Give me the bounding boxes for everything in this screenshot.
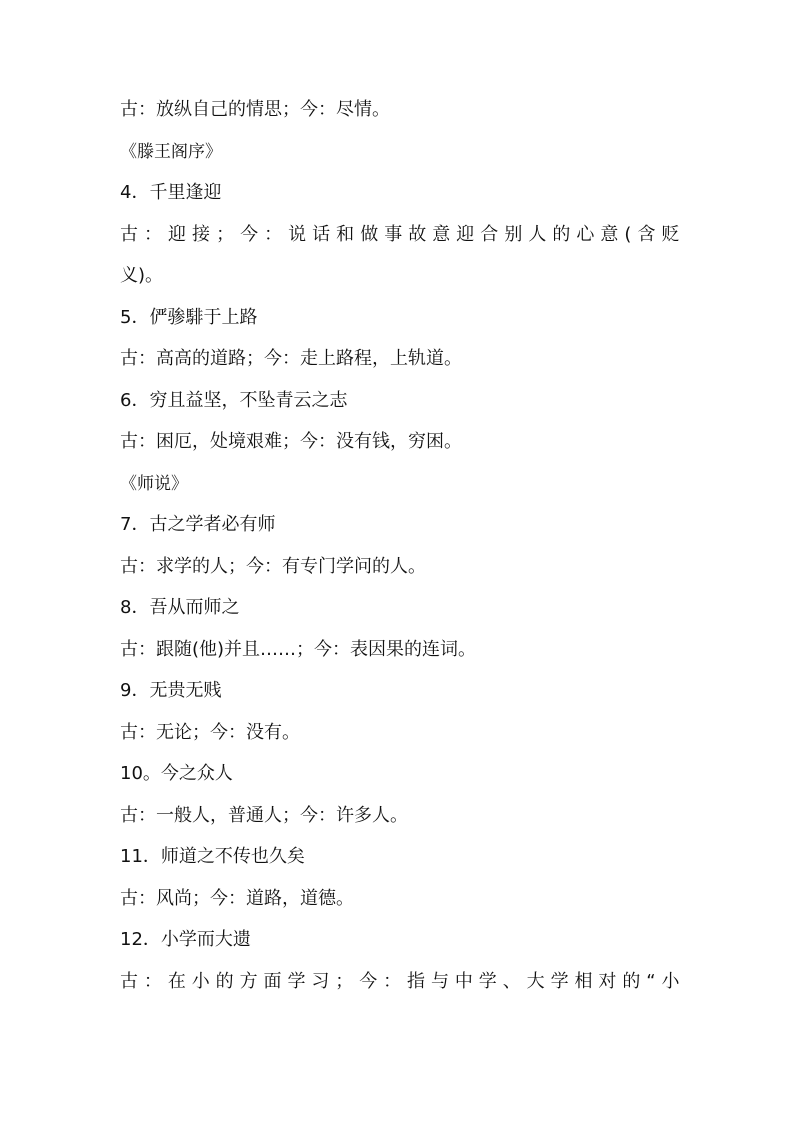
section-heading-tengwangge: 《滕王阁序》 (120, 141, 222, 162)
entry-line: 4．千里逢迎 (120, 182, 222, 203)
gloss-line: 古：一般人，普通人；今：许多人。 (120, 804, 408, 826)
entry-line: 7．古之学者必有师 (120, 514, 276, 535)
gloss-line: 古：高高的道路；今：走上路程，上轨道。 (120, 348, 462, 369)
entry-line: 8．吾从而师之 (120, 597, 240, 618)
gloss-line: 古：求学的人；今：有专门学问的人。 (120, 555, 426, 577)
gloss-line: 古：风尚；今：道路，道德。 (120, 887, 354, 909)
gloss-line-continuation: 义)。 (120, 265, 164, 286)
gloss-line: 古：迎接；今：说话和做事故意迎合别人的心意(含贬 (120, 223, 680, 245)
entry-line: 10。今之众人 (120, 763, 233, 784)
entry-line: 9．无贵无贱 (120, 680, 222, 701)
gloss-line: 古：跟随(他)并且……；今：表因果的连词。 (120, 638, 477, 660)
gloss-line: 古：在小的方面学习；今：指与中学、大学相对的“小 (120, 970, 680, 992)
gloss-line: 古：放纵自己的情思；今：尽情。 (120, 99, 390, 120)
gloss-line: 古：无论；今：没有。 (120, 721, 300, 743)
entry-line: 6．穷且益坚，不坠青云之志 (120, 389, 348, 411)
section-heading-shishuo: 《师说》 (120, 473, 188, 494)
document-page (120, 96, 680, 1009)
entry-line: 11．师道之不传也久矣 (120, 846, 305, 867)
entry-line: 12．小学而大遗 (120, 929, 251, 950)
gloss-line: 古：困厄，处境艰难；今：没有钱，穷困。 (120, 431, 462, 452)
entry-line: 5．俨骖騑于上路 (120, 306, 258, 328)
